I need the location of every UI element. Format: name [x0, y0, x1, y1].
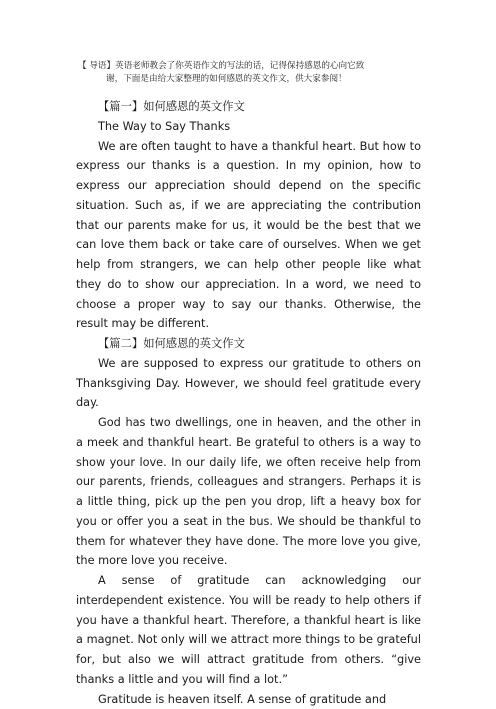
- section-2-heading: 【篇二】如何感恩的英文作文: [76, 334, 421, 354]
- section-2-paragraph-1: We are supposed to express our gratitude to others on Thanksgiving Day. However, we should feel gratitude every day.: [76, 354, 421, 413]
- section-2-paragraph-2: God has two dwellings, one in heaven, and the other in a meek and thankful heart. Be grateful to others is a way to show your love. In our daily life, we often receive help from our parents, friends, colleagues and strangers. Perhaps it is a little thing, pick up the pen you drop, lift a heavy box for you or offer you a seat in the bus. We should be thankful to them for whatever they have done. The more love you give, the more love you receive.: [76, 413, 421, 571]
- article-body: [76, 97, 421, 709]
- section-2-paragraph-3: A sense of gratitude can acknowledging our interdependent existence. You will be ready to help others if you have a thankful heart. Therefore, a thankful heart is like a magnet. Not only will we attract more things to be grateful for, but also we will attract gratitude from others. “give thanks a little and you will find a lot.”: [76, 571, 421, 690]
- intro-line-1: 【 导语】英语老师教会了你英语作文的写法的话，记得保持感恩的心向它致: [78, 61, 364, 71]
- section-1-paragraph-1: We are often taught to have a thankful heart. But how to express our thanks is a question. In my opinion, how to express our appreciation should depend on the specific situation. Such as, if we are appreciating the contribution that our parents make for us, it would be the best that we can love them back or take care of ourselves. When we get help from strangers, we can help other people like what they do to show our appreciation. In a word, we need to choose a proper way to say our thanks. Otherwise, the result may be different.: [76, 137, 421, 335]
- section-2-paragraph-4: Gratitude is heaven itself. A sense of gratitude and: [76, 690, 421, 709]
- intro-note: [78, 60, 424, 86]
- section-1-heading: 【篇一】如何感恩的英文作文: [76, 97, 421, 117]
- essay-title: The Way to Say Thanks: [76, 117, 421, 137]
- intro-line-2: 谢，下面是由给大家整理的如何感恩的英文作文，供大家参阅！: [78, 73, 424, 86]
